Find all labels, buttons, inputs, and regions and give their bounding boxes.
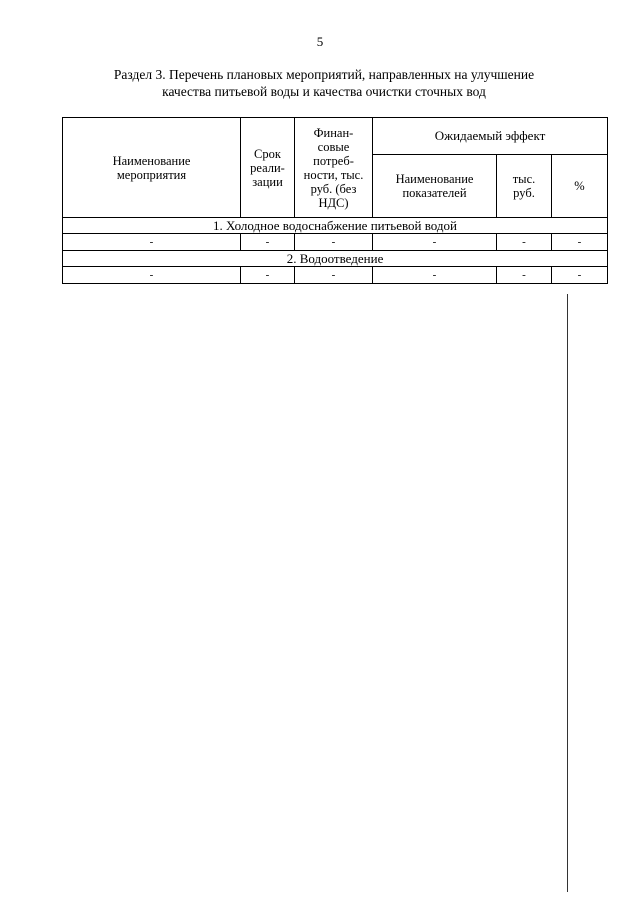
table-header-row-1	[63, 118, 608, 155]
section-title-wastewater: 2. Водоотведение	[63, 251, 608, 267]
cell-indicator: -	[373, 267, 497, 284]
header-indicator-name: Наименование показателей	[373, 155, 497, 218]
cell-finance: -	[295, 267, 373, 284]
header-finance: Финан-совые потреб-ности, тыс. руб. (без НДС)	[295, 118, 373, 218]
section-row-cold-water	[63, 218, 608, 234]
section-title-cold-water: 1. Холодное водоснабжение питьевой водой	[63, 218, 608, 234]
cell-term: -	[241, 267, 295, 284]
cell-finance: -	[295, 234, 373, 251]
table-row	[63, 234, 608, 251]
cell-thousand-rub: -	[497, 234, 552, 251]
table-row	[63, 267, 608, 284]
planned-measures-table	[62, 117, 608, 284]
cell-thousand-rub: -	[497, 267, 552, 284]
cell-percent: -	[552, 234, 608, 251]
cell-indicator: -	[373, 234, 497, 251]
header-term: Срок реали-зации	[241, 118, 295, 218]
cell-measure-name: -	[63, 234, 241, 251]
cell-measure-name: -	[63, 267, 241, 284]
section-title-line-2: качества питьевой воды и качества очистки сточных вод	[162, 84, 486, 99]
section-row-wastewater	[63, 251, 608, 267]
vertical-margin-line	[567, 294, 568, 892]
cell-term: -	[241, 234, 295, 251]
page-number: 5	[316, 34, 324, 49]
header-measure-name: Наименование мероприятия	[63, 118, 241, 218]
section-title-line-1: Раздел 3. Перечень плановых мероприятий, направленных на улучшение	[113, 67, 535, 82]
cell-percent: -	[552, 267, 608, 284]
section-title	[60, 66, 588, 100]
header-percent: %	[552, 155, 608, 218]
header-expected-effect: Ожидаемый эффект	[373, 118, 608, 155]
header-thousand-rub: тыс. руб.	[497, 155, 552, 218]
